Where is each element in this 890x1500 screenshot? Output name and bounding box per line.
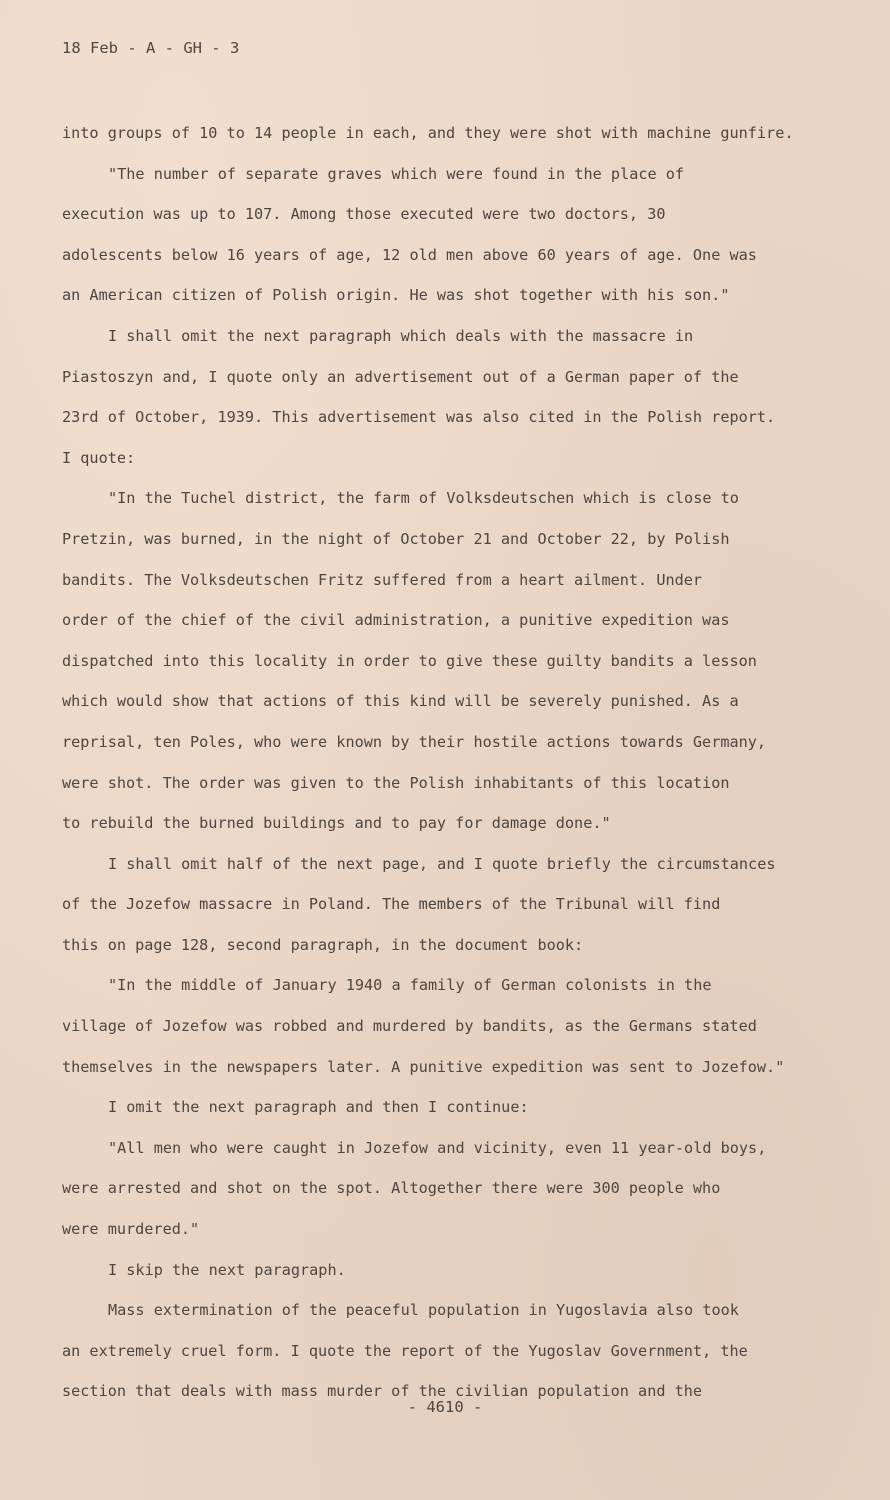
text-line: Pretzin, was burned, in the night of October 21 and October 22, by Polish (62, 529, 730, 548)
text-line: Piastoszyn and, I quote only an advertisement out of a German paper of the (62, 367, 739, 386)
text-line: reprisal, ten Poles, who were known by their hostile actions towards Germany, (62, 732, 767, 751)
text-line: were murdered." (62, 1220, 200, 1239)
text-line: I skip the next paragraph. (108, 1260, 346, 1279)
text-line: "The number of separate graves which were found in the place of (108, 164, 685, 183)
text-line: section that deals with mass murder of the civilian population and the (62, 1382, 703, 1401)
page-number: - 4610 - (407, 1398, 483, 1416)
text-line: "In the middle of January 1940 a family of German colonists in the (108, 976, 712, 995)
text-line: an American citizen of Polish origin. He was shot together with his son." (62, 286, 730, 305)
text-line: I omit the next paragraph and then I continue: (108, 1098, 529, 1117)
text-line: which would show that actions of this kind will be severely punished. As a (62, 692, 739, 711)
text-line: "In the Tuchel district, the farm of Volksdeutschen which is close to (108, 489, 739, 508)
text-line: to rebuild the burned buildings and to pay for damage done." (62, 814, 611, 833)
text-line: of the Jozefow massacre in Poland. The members of the Tribunal will find (62, 895, 721, 914)
text-line: Mass extermination of the peaceful population in Yugoslavia also took (108, 1301, 739, 1320)
text-line: village of Jozefow was robbed and murdered by bandits, as the Germans stated (62, 1017, 757, 1036)
text-line: "All men who were caught in Jozefow and vicinity, even 11 year-old boys, (108, 1138, 767, 1157)
text-line: execution was up to 107. Among those executed were two doctors, 30 (62, 205, 666, 224)
text-line: themselves in the newspapers later. A punitive expedition was sent to Jozefow." (62, 1057, 785, 1076)
text-line: 23rd of October, 1939. This advertisement was also cited in the Polish report. (62, 408, 776, 427)
text-line: order of the chief of the civil administration, a punitive expedition was (62, 611, 730, 630)
text-line: I shall omit the next paragraph which deals with the massacre in (108, 326, 694, 345)
text-line: an extremely cruel form. I quote the report of the Yugoslav Government, the (62, 1341, 748, 1360)
body-text (62, 113, 850, 1412)
text-line: were shot. The order was given to the Polish inhabitants of this location (62, 773, 730, 792)
text-line: this on page 128, second paragraph, in the document book: (62, 935, 584, 954)
text-line: I quote: (62, 448, 136, 467)
text-line: dispatched into this locality in order to give these guilty bandits a lesson (62, 651, 757, 670)
text-line: I shall omit half of the next page, and I quote briefly the circumstances (108, 854, 776, 873)
text-line: adolescents below 16 years of age, 12 old men above 60 years of age. One was (62, 245, 757, 264)
text-line: into groups of 10 to 14 people in each, and they were shot with machine gunfire. (62, 124, 794, 142)
page-header: 18 Feb - A - GH - 3 (62, 39, 240, 57)
text-line: bandits. The Volksdeutschen Fritz suffered from a heart ailment. Under (62, 570, 703, 589)
text-line: were arrested and shot on the spot. Altogether there were 300 people who (62, 1179, 721, 1198)
